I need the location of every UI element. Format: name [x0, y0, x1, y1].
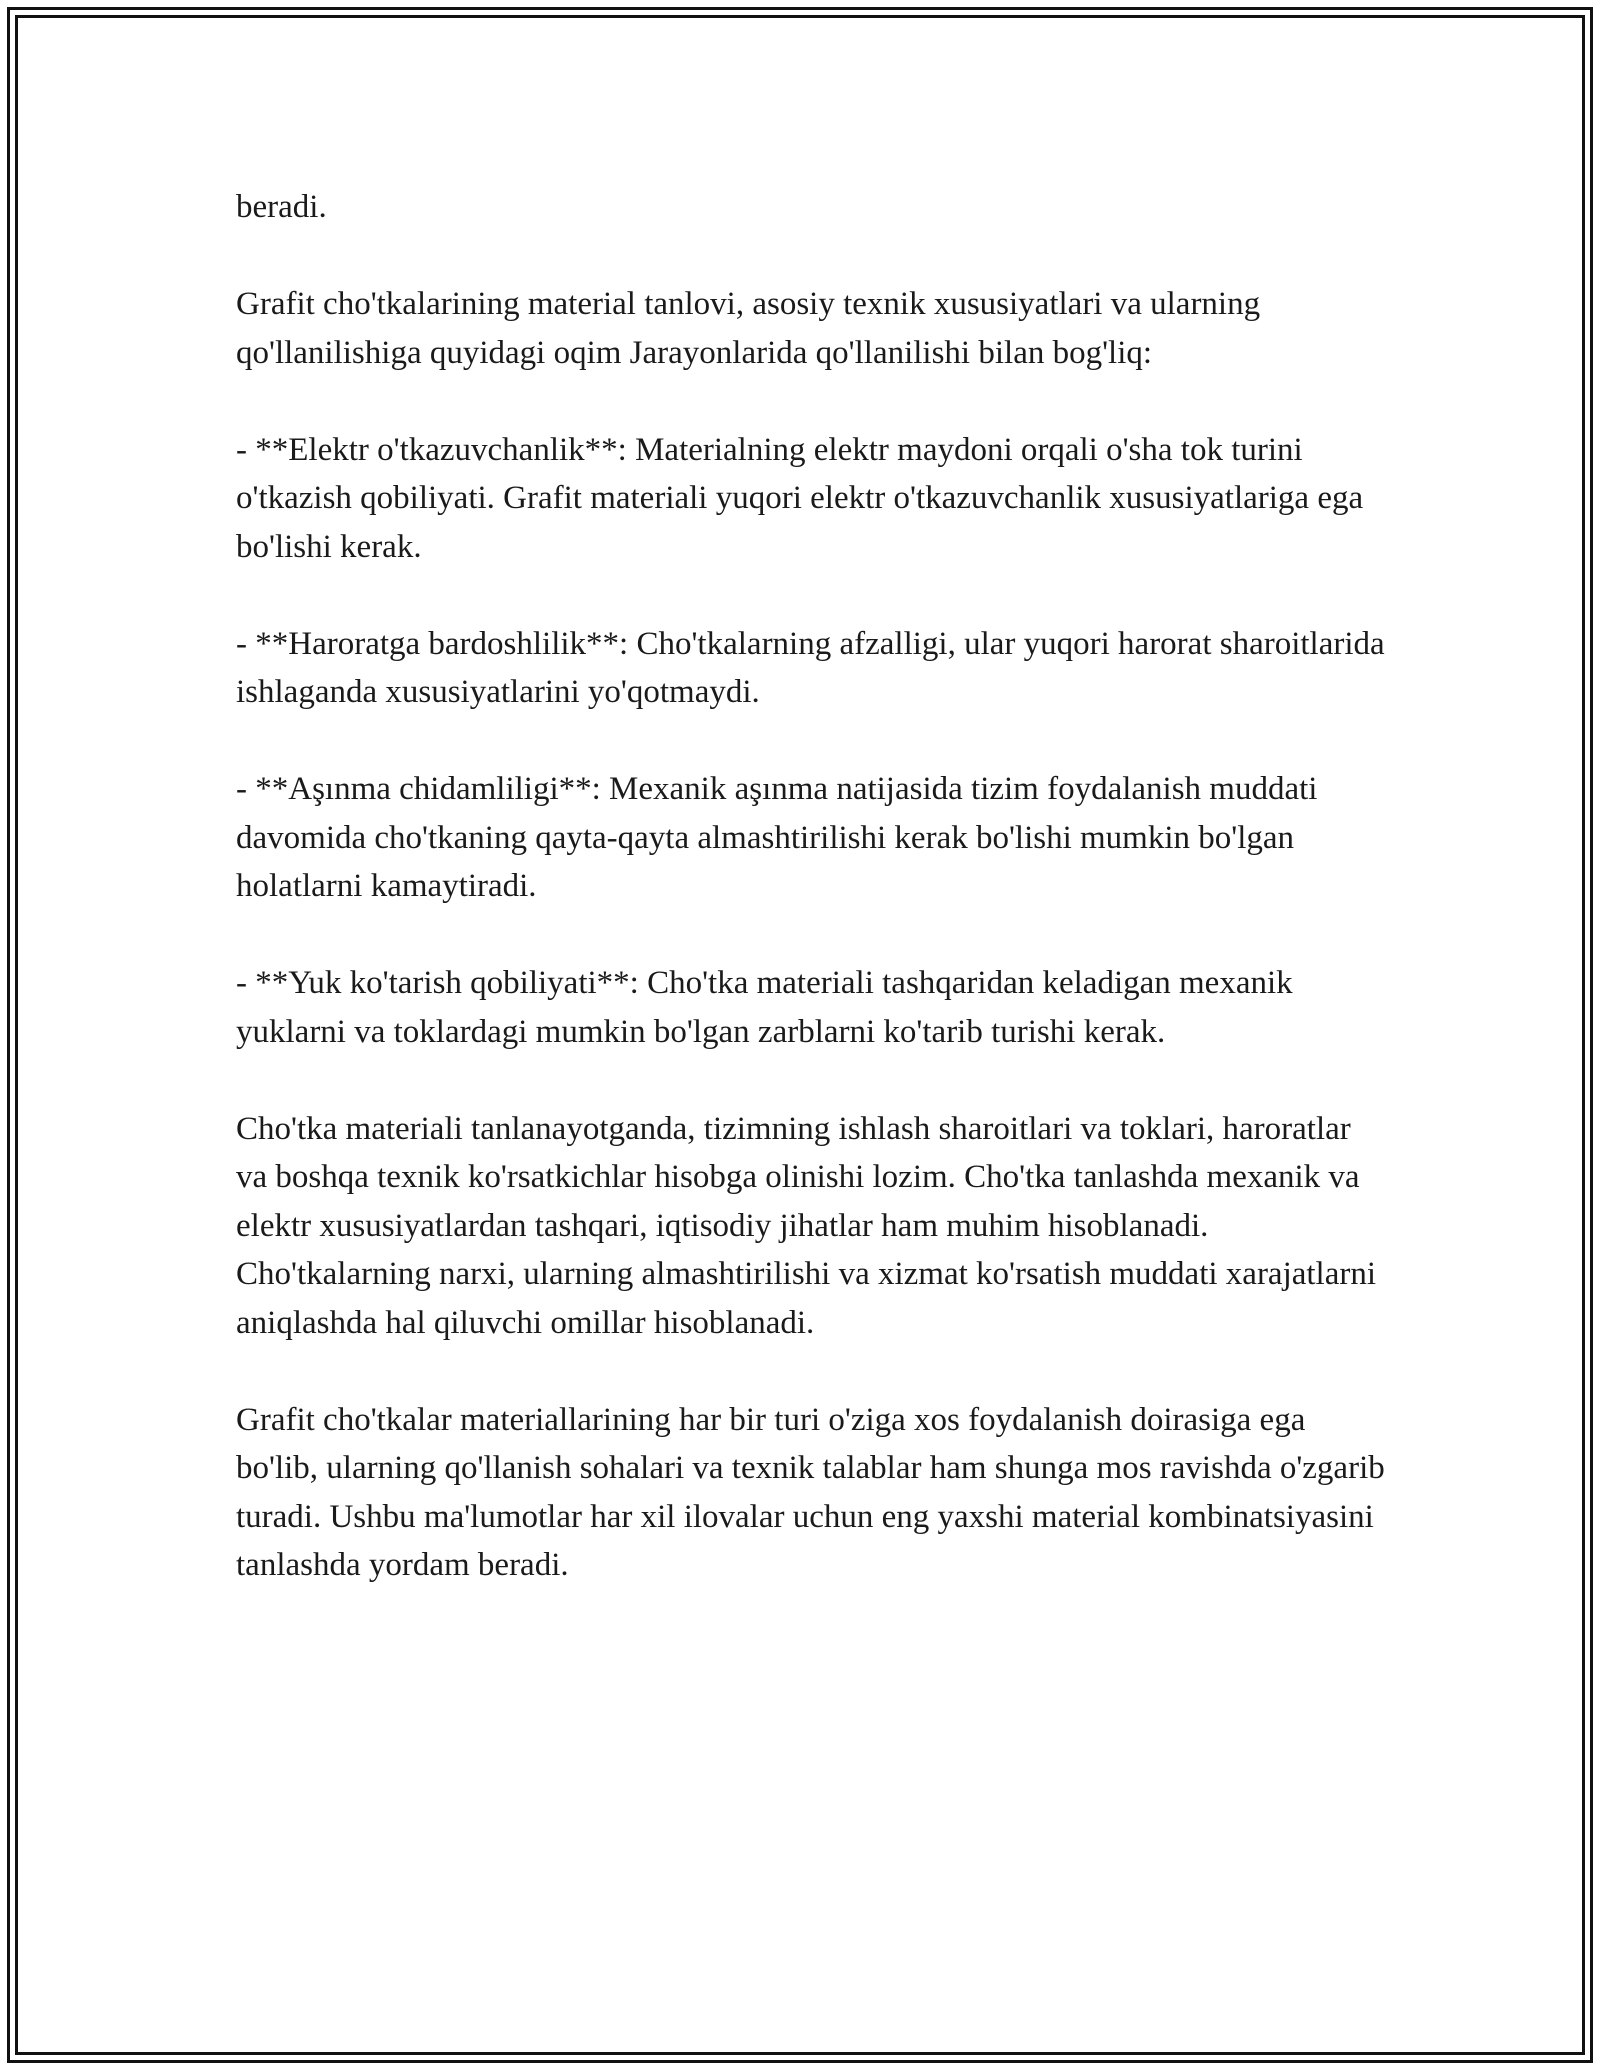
paragraph-continuation: beradi. [236, 189, 327, 225]
paragraph-intro: Grafit cho'tkalarining material tanlovi, asosiy texnik xususiyatlari va ularning qo'llanilishiga quyidagi oqim Jarayonlarida qo'llanilishi bilan bog'liq: [236, 286, 1261, 371]
list-item-wear-resistance: - **Aşınma chidamliligi**: Mexanik aşınma natijasida tizim foydalanish muddati davomida cho'tkaning qayta-qayta almashtirilishi kerak bo'lishi mumkin bo'lgan holatlarni kamaytiradi. [236, 771, 1318, 904]
document-body [236, 183, 1386, 1638]
list-item-load-capacity: - **Yuk ko'tarish qobiliyati**: Cho'tka materiali tashqaridan keladigan mexanik yuklarni va toklardagi mumkin bo'lgan zarblarni ko'tarib turishi kerak. [236, 965, 1293, 1050]
paragraph-conclusion: Grafit cho'tkalar materiallarining har bir turi o'ziga xos foydalanish doirasiga ega bo'lib, ularning qo'llanish sohalari va texnik talablar ham shunga mos ravishda o'zgarib turadi. Ushbu ma'lumotlar har xil ilovalar uchun eng yaxshi material kombinatsiyasini tanlashda yordam beradi. [236, 1401, 1385, 1583]
list-item-heat-resistance: - **Haroratga bardoshlilik**: Cho'tkalarning afzalligi, ular yuqori harorat sharoitlarida ishlaganda xususiyatlarini yo'qotmaydi. [236, 625, 1385, 710]
list-item-electrical-conductivity: - **Elektr o'tkazuvchanlik**: Materialning elektr maydoni orqali o'sha tok turini o'tkazish qobiliyati. Grafit materiali yuqori elektr o'tkazuvchanlik xususiyatlariga ega bo'lishi kerak. [236, 431, 1364, 565]
paragraph-selection-criteria: Cho'tka materiali tanlanayotganda, tizimning ishlash sharoitlari va toklari, haroratlar va boshqa texnik ko'rsatkichlar hisobga olinishi lozim. Cho'tka tanlashda mexanik va elektr xususiyatlardan tashqari, iqtisodiy jihatlar ham muhim hisoblanadi. Cho'tkalarning narxi, ularning almashtirilishi va xizmat ko'rsatish muddati xarajatlarni aniqlashda hal qiluvchi omillar hisoblanadi. [236, 1110, 1377, 1341]
